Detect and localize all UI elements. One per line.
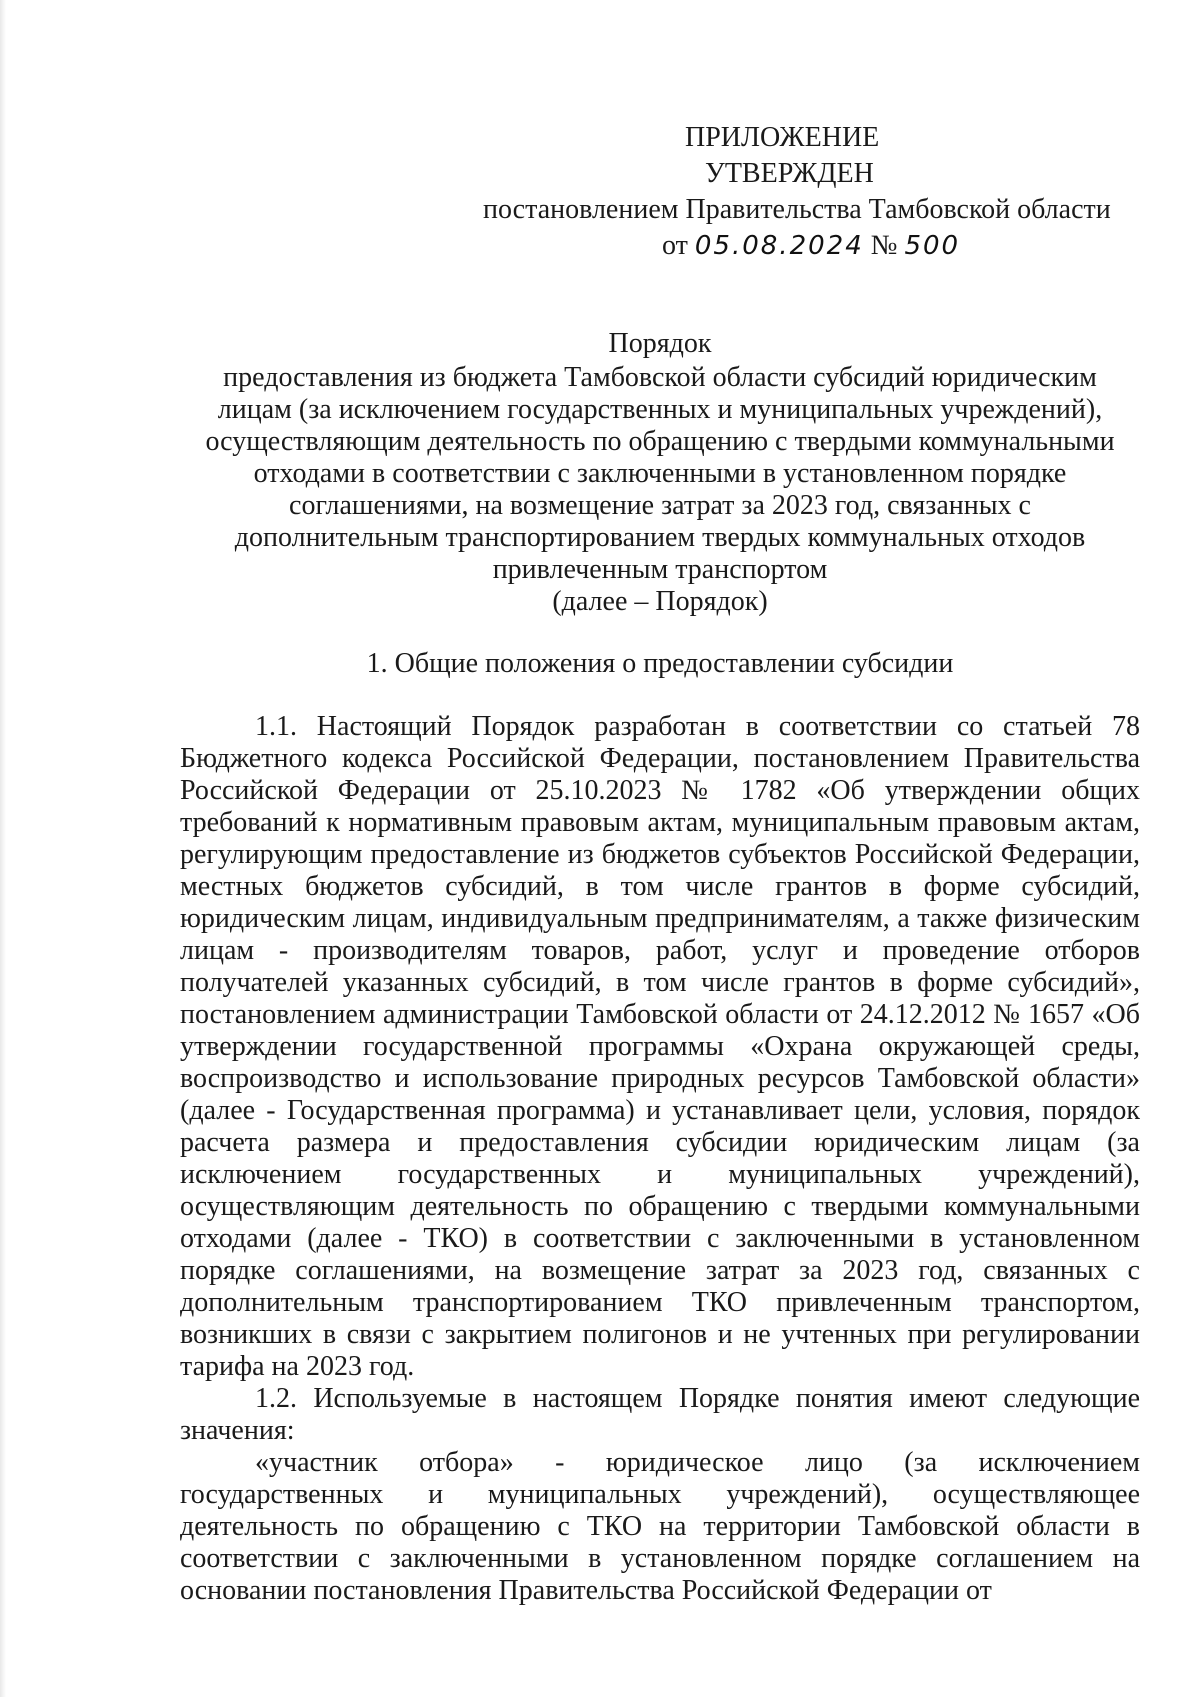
title-line: предоставления из бюджета Тамбовской области субсидий юридическим: [223, 362, 1097, 393]
section-heading: 1. Общие положения о предоставлении субсидии: [366, 648, 954, 679]
date-number-line: [662, 228, 1130, 264]
paragraph-1-2: 1.2. Используемые в настоящем Порядке понятия имеют следующие значения:: [180, 1383, 1140, 1446]
paragraph-1-1: 1.1. Настоящий Порядок разработан в соответствии со статьей 78 Бюджетного кодекса Российской Федерации, постановлением Правительства Российской Федерации от 25.10.2023 № 1782 «Об утверждении общих требований к нормативным правовым актам, муниципальным правовым актам, регулирующим предоставление из бюджетов субъектов Российской Федерации, местных бюджетов субсидий, в том числе грантов в форме субсидий, юридическим лицам, индивидуальным предпринимателям, а также физическим лицам - производителям товаров, работ, услуг и проведение отборов получателей указанных субсидий, в том числе грантов в форме субсидий», постановлением администрации Тамбовской области от 24.12.2012 № 1657 «Об утверждении государственной программы «Охрана окружающей среды, воспроизводство и использование природных ресурсов Тамбовской области» (далее - Государственная программа) и устанавливает цели, условия, порядок расчета размера и предоставления субсидии юридическим лицам (за исключением государственных и муниципальных учреждений), осуществляющим деятельность по обращению с твердыми коммунальными отходами (далее - ТКО) в соответствии с заключенными в установленном порядке соглашениями, на возмещение затрат за 2023 год, связанных с дополнительным транспортированием ТКО привлеченным транспортом, возникших в связи с закрытием полигонов и не учтенных при регулировании тарифа на 2023 год.: [180, 711, 1140, 1382]
title-line: соглашениями, на возмещение затрат за 2023 год, связанных с: [289, 490, 1031, 521]
title-line: дополнительным транспортированием твердых коммунальных отходов: [234, 522, 1086, 553]
number-label: №: [870, 230, 898, 261]
document-body: [180, 711, 1140, 1607]
title-line: осуществляющим деятельность по обращению с твердыми коммунальными: [205, 426, 1115, 457]
title-line: лицам (за исключением государственных и муниципальных учреждений),: [217, 394, 1103, 425]
title-line: (далее – Порядок): [552, 586, 768, 617]
title-line: отходами в соответствии с заключенными в установленном порядке: [253, 458, 1067, 489]
document-title: [180, 328, 1140, 618]
appendix-label: ПРИЛОЖЕНИЕ: [685, 122, 880, 153]
decree-line: постановлением Правительства Тамбовской области: [483, 194, 1111, 225]
paragraph-definition-participant: «участник отбора» - юридическое лицо (за исключением государственных и муниципальных учреждений), осуществляющее деятельность по обращению с ТКО на территории Тамбовской области в соответствии с заключенными в установленном порядке соглашением на основании постановления Правительства Российской Федерации от: [180, 1447, 1140, 1606]
title-word: Порядок: [608, 328, 712, 359]
handwritten-date: 05.08.2024: [694, 231, 864, 261]
handwritten-number: 500: [904, 231, 961, 261]
approved-label: УТВЕРЖДЕН: [705, 158, 874, 189]
approval-stamp-block: [470, 120, 1130, 264]
from-label: от: [662, 230, 688, 261]
scan-edge: [0, 0, 6, 1697]
title-line: привлеченным транспортом: [492, 554, 828, 585]
